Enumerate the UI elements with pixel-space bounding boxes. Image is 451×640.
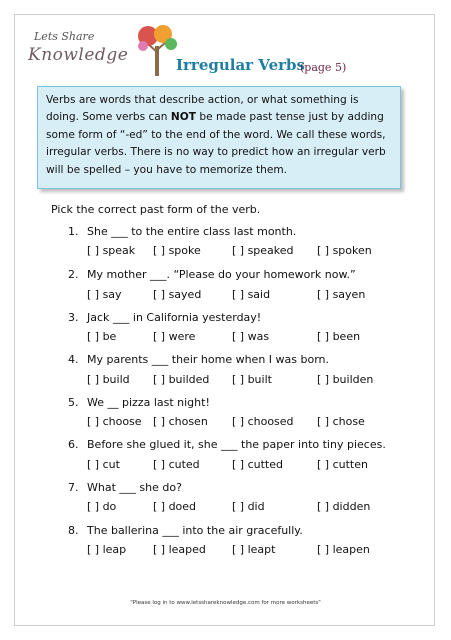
logo-line1: Lets Share xyxy=(34,30,95,43)
footer-note: "Please log in to www.letsshareknowledge.com for more worksheets" xyxy=(130,600,321,606)
question-number: 2. xyxy=(68,268,79,281)
intro-emphasis: NOT xyxy=(170,111,196,124)
option-checkbox[interactable]: [ ] cut xyxy=(87,458,120,471)
option-checkbox[interactable]: [ ] was xyxy=(232,330,270,343)
question-number: 4. xyxy=(68,353,79,366)
question-text: She ___ to the entire class last month. xyxy=(87,225,297,238)
option-checkbox[interactable]: [ ] spoken xyxy=(317,244,372,257)
question-text: My mother ___. “Please do your homework now.” xyxy=(87,268,356,281)
site-logo xyxy=(26,18,176,78)
question-text: My parents ___ their home when I was born. xyxy=(87,353,330,366)
option-checkbox[interactable]: [ ] cutted xyxy=(232,458,283,471)
option-checkbox[interactable]: [ ] do xyxy=(87,500,117,513)
option-checkbox[interactable]: [ ] sayed xyxy=(153,288,202,301)
question-number: 5. xyxy=(68,396,79,409)
question-text: What ___ she do? xyxy=(87,481,182,494)
option-checkbox[interactable]: [ ] build xyxy=(87,373,130,386)
intro-box xyxy=(37,86,401,189)
option-checkbox[interactable]: [ ] were xyxy=(153,330,196,343)
question-text: We __ pizza last night! xyxy=(87,396,210,409)
question-text: Before she glued it, she ___ the paper into tiny pieces. xyxy=(87,438,386,451)
intro-text-part1: Verbs are words that describe action, or what something is doing. Some verbs can xyxy=(46,94,359,124)
option-checkbox[interactable]: [ ] speak xyxy=(87,244,136,257)
option-checkbox[interactable]: [ ] be xyxy=(87,330,117,343)
question-number: 1. xyxy=(68,225,79,238)
question-number: 7. xyxy=(68,481,79,494)
logo-line2: Knowledge xyxy=(28,45,129,65)
option-checkbox[interactable]: [ ] choose xyxy=(87,415,142,428)
tree-icon xyxy=(134,22,180,76)
option-checkbox[interactable]: [ ] didden xyxy=(317,500,371,513)
option-checkbox[interactable]: [ ] leapen xyxy=(317,543,370,556)
question-number: 8. xyxy=(68,524,79,537)
option-checkbox[interactable]: [ ] leaped xyxy=(153,543,206,556)
question-text: Jack ___ in California yesterday! xyxy=(87,311,262,324)
option-checkbox[interactable]: [ ] choosed xyxy=(232,415,294,428)
intro-text-part2: be made past tense just by adding some form of “-ed” to the end of the word. We call these words, irregular verbs. There is no way to predict how an irregular verb will be spelled – you have to memorize them. xyxy=(46,111,386,176)
question-number: 6. xyxy=(68,438,79,451)
option-checkbox[interactable]: [ ] said xyxy=(232,288,271,301)
question-number: 3. xyxy=(68,311,79,324)
option-checkbox[interactable]: [ ] leap xyxy=(87,543,127,556)
option-checkbox[interactable]: [ ] spoke xyxy=(153,244,201,257)
option-checkbox[interactable]: [ ] builded xyxy=(153,373,210,386)
page-title: Irregular Verbs xyxy=(176,56,305,74)
option-checkbox[interactable]: [ ] doed xyxy=(153,500,197,513)
option-checkbox[interactable]: [ ] leapt xyxy=(232,543,276,556)
option-checkbox[interactable]: [ ] built xyxy=(232,373,272,386)
option-checkbox[interactable]: [ ] been xyxy=(317,330,361,343)
option-checkbox[interactable]: [ ] builden xyxy=(317,373,374,386)
option-checkbox[interactable]: [ ] did xyxy=(232,500,265,513)
instruction-text: Pick the correct past form of the verb. xyxy=(51,203,261,216)
option-checkbox[interactable]: [ ] cutten xyxy=(317,458,368,471)
option-checkbox[interactable]: [ ] sayen xyxy=(317,288,366,301)
option-checkbox[interactable]: [ ] chosen xyxy=(153,415,208,428)
page-subtitle: (page 5) xyxy=(300,61,347,74)
question-text: The ballerina ___ into the air gracefully. xyxy=(87,524,303,537)
option-checkbox[interactable]: [ ] chose xyxy=(317,415,365,428)
option-checkbox[interactable]: [ ] speaked xyxy=(232,244,294,257)
option-checkbox[interactable]: [ ] say xyxy=(87,288,122,301)
option-checkbox[interactable]: [ ] cuted xyxy=(153,458,200,471)
